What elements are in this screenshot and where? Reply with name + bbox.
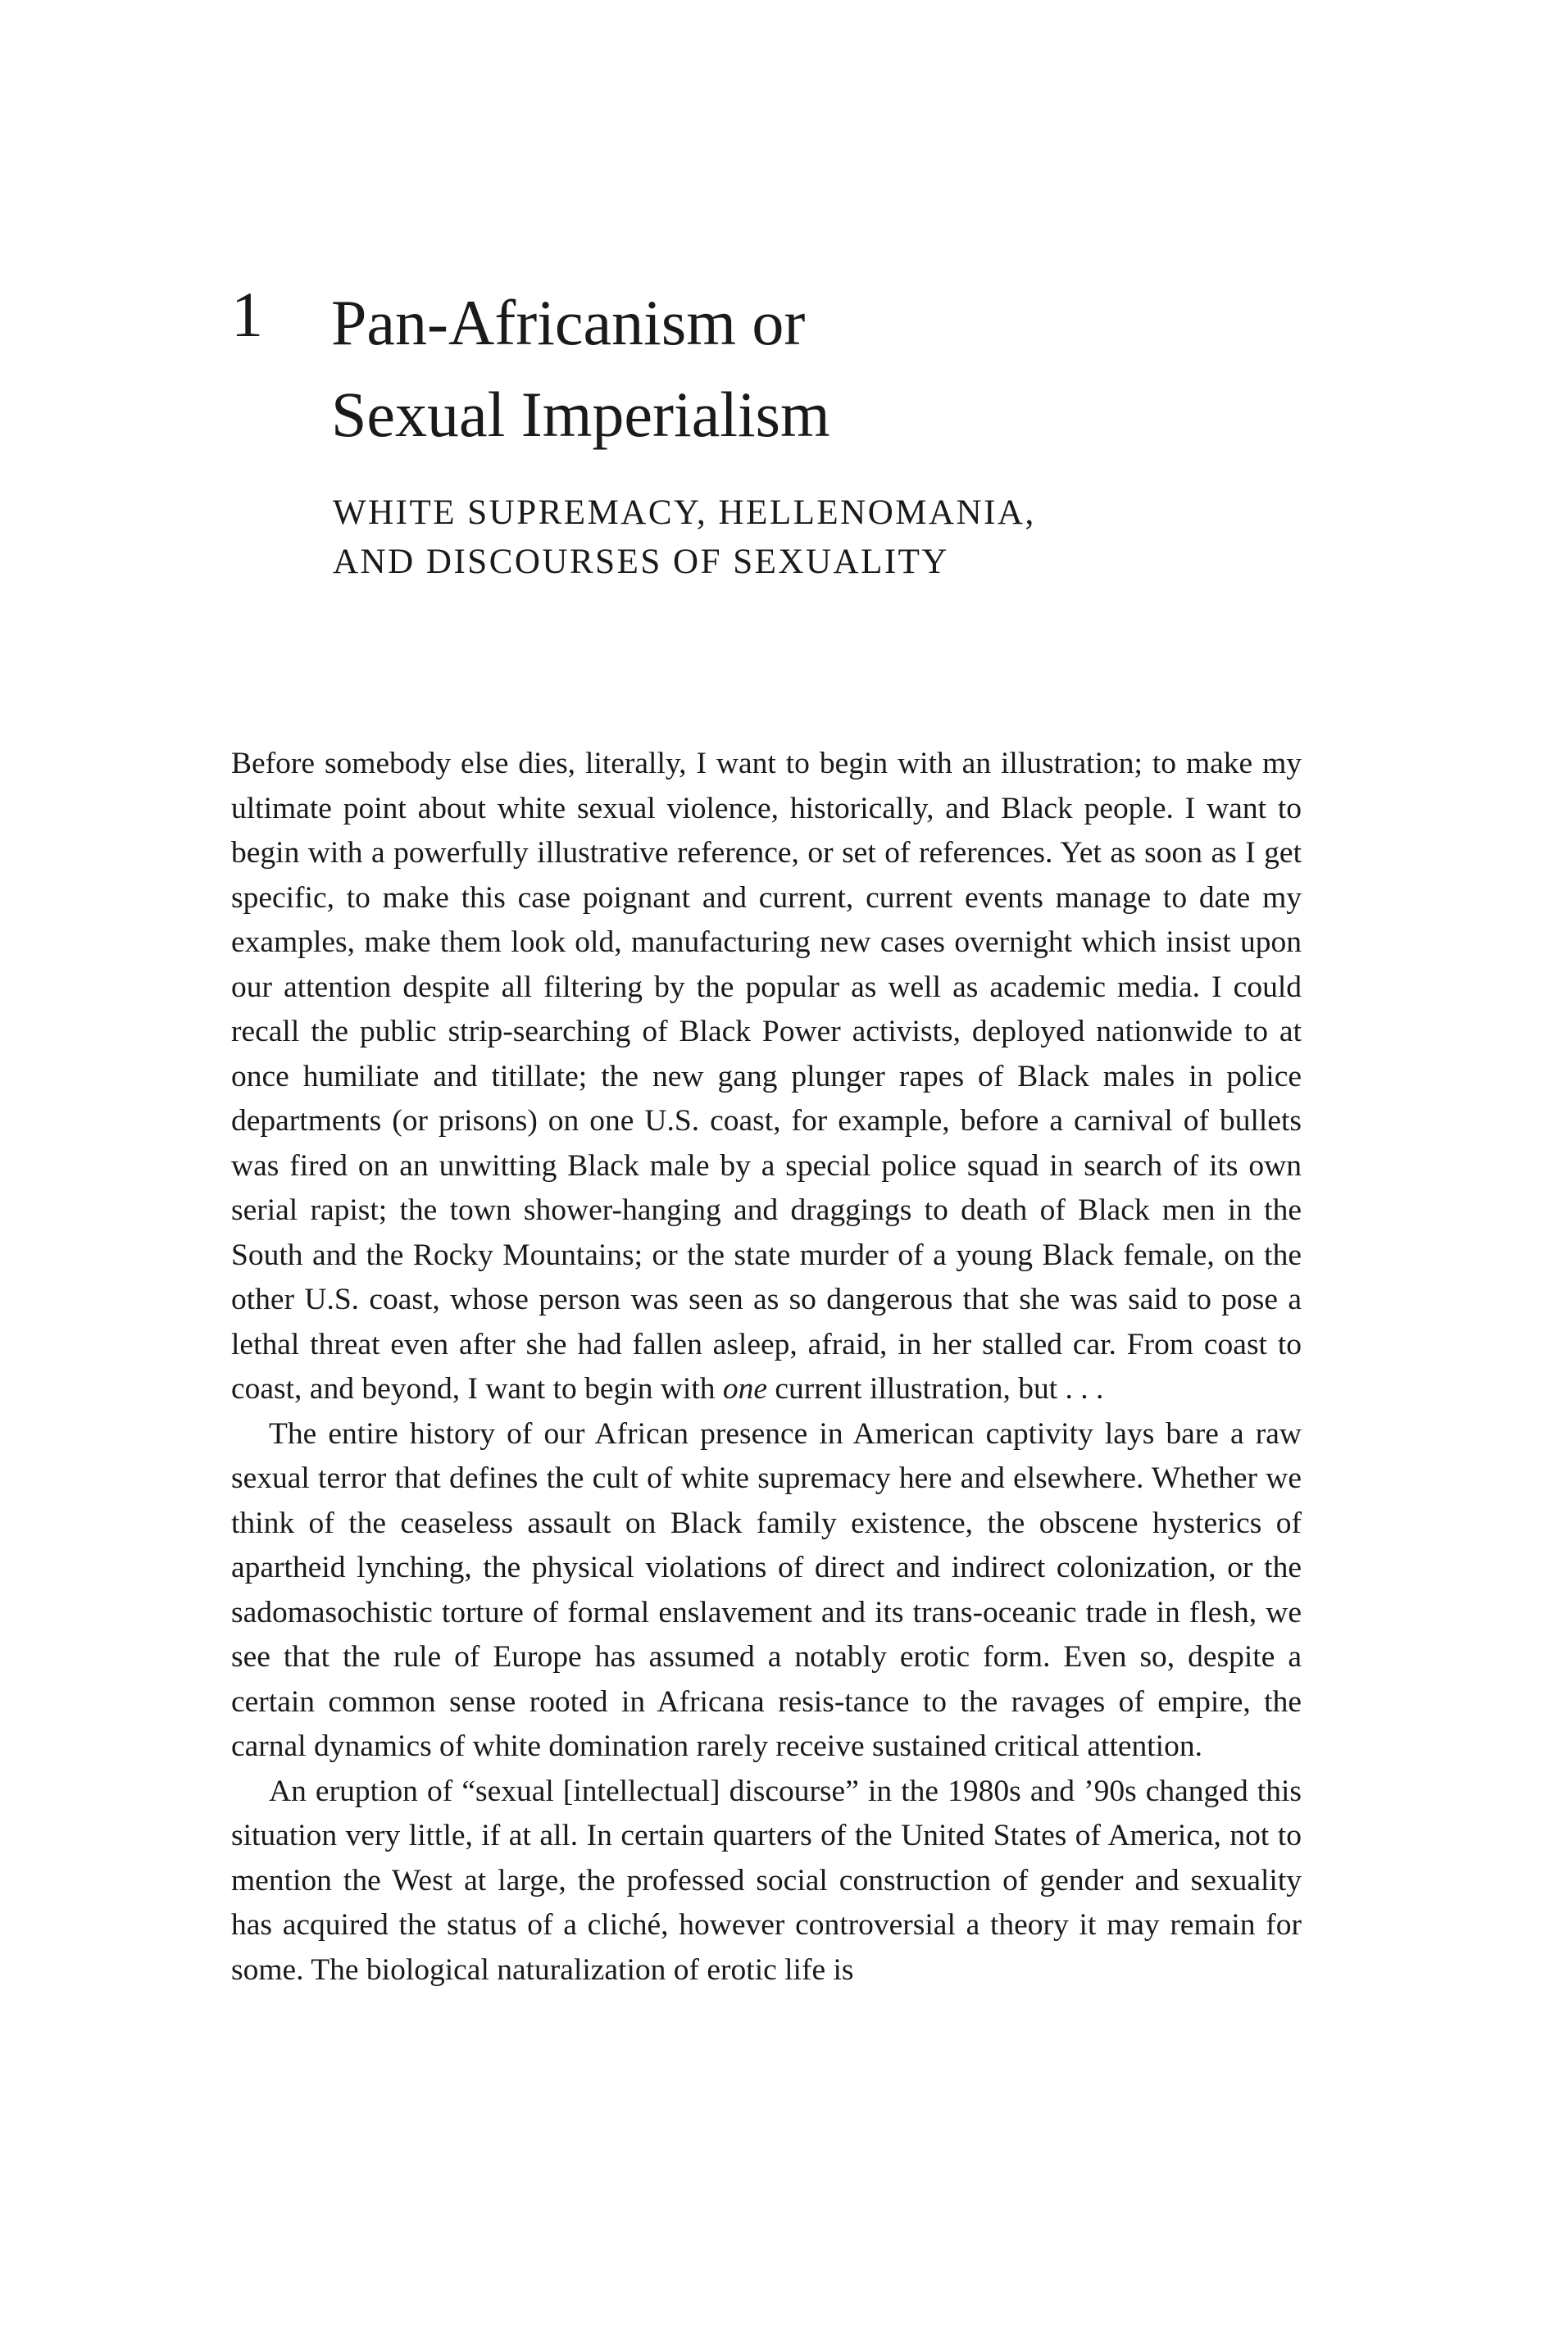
body-text [231,742,1302,1993]
chapter-subtitle-line-1: WHITE SUPREMACY, HELLENOMANIA, [333,493,1036,532]
paragraph-1-tail: current illustration, but . . . [775,1372,1104,1406]
chapter-subtitle-line-2: AND DISCOURSES OF SEXUALITY [333,543,949,581]
chapter-title-line-2: Sexual Imperialism [331,379,830,450]
paragraph-3: An eruption of “sexual [intellectual] discourse” in the 1980s and ’90s changed this situation very little, if at all. In certain quarters of the United States of America, not to mention the West at large, the professed social construction of gender and sexuality has acquired the status of a cliché, however controversial a theory it may remain for some. The biological naturalization of erotic life is [231,1774,1302,1987]
paragraph-2: The entire history of our African presence in American captivity lays bare a raw sexual terror that defines the cult of white supremacy here and elsewhere. Whether we think of the ceaseless assault on Black family existence, the obscene hysterics of apartheid lynching, the physical violations of direct and indirect colonization, or the sadomasochistic torture of formal enslavement and its trans-oceanic trade in flesh, we see that the rule of Europe has assumed a notably erotic form. Even so, despite a certain common sense rooted in Africana resis-tance to the ravages of empire, the carnal dynamics of white domination rarely receive sustained critical attention. [231,1416,1302,1763]
chapter-title [331,277,1397,461]
chapter-subtitle [333,489,1398,587]
paragraph-1-text: Before somebody else dies, literally, I want to begin with an illustration; to make my ultimate point about white sexual violence, historically, and Black people. I want to begin with a powerfully illustrative reference, or set of references. Yet as soon as I get specific, to make this case poignant and current, current events manage to date my examples, make them look old, manufacturing new cases overnight which insist upon our attention despite all filtering by the popular as well as academic media. I could recall the public strip-searching of Black Power activists, deployed nationwide to at once humiliate and titillate; the new gang plunger rapes of Black males in police departments (or prisons) on one U.S. coast, for example, before a carnival of bullets was fired on an unwitting Black male by a special police squad in search of its own serial rapist; the town shower-hanging and draggings to death of Black men in the South and the Rocky Mountains; or the state murder of a young Black female, on the other U.S. coast, whose person was seen as so dangerous that she was said to pose a lethal threat even after she had fallen asleep, afraid, in her stalled car. From coast to coast, and beyond, I want to begin with [231,747,1302,1406]
paragraph-1-emphasis: one [722,1372,768,1406]
paragraph-1 [231,742,1302,1412]
chapter-number: 1 [231,279,263,350]
chapter-title-line-1: Pan-Africanism or [331,287,806,358]
